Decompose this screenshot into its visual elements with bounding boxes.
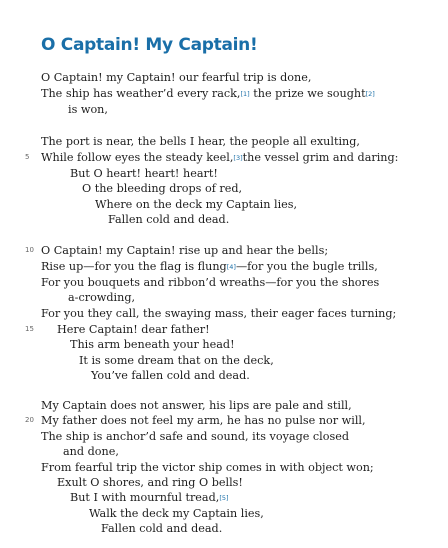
poem-line: The ship is anchor’d safe and sound, its voyage closed: [41, 430, 350, 443]
poem-line: Here Captain! dear father!: [57, 323, 210, 336]
line-number: 10: [25, 246, 34, 254]
footnote-link[interactable]: [3]: [233, 154, 243, 162]
poem-line: Walk the deck my Captain lies,: [89, 507, 264, 520]
poem-line: O the bleeding drops of red,: [82, 182, 243, 195]
line-number: 20: [25, 416, 34, 424]
footnote-link[interactable]: [5]: [219, 494, 229, 502]
poem-line: The ship has weather’d every rack,[1] the prize we sought[2]: [41, 87, 375, 100]
footnote-link[interactable]: [2]: [365, 90, 375, 98]
poem-line: This arm beneath your head!: [70, 338, 235, 351]
poem-line: My Captain does not answer, his lips are pale and still,: [41, 399, 352, 412]
poem-line: But I with mournful tread,[5]: [70, 491, 229, 504]
poem-line: and done,: [63, 445, 119, 458]
poem-line: Fallen cold and dead.: [101, 522, 223, 535]
poem-line: is won,: [68, 103, 108, 116]
poem-line: Where on the deck my Captain lies,: [95, 198, 298, 211]
poem-line: Rise up—for you the flag is flung[4]—for you the bugle trills,: [41, 260, 378, 273]
line-number: 5: [25, 153, 30, 161]
poem-title: O Captain! My Captain!: [41, 35, 258, 55]
poem-line: a-crowding,: [68, 291, 136, 304]
poem-line: It is some dream that on the deck,: [79, 354, 274, 367]
poem-line: For you bouquets and ribbon’d wreaths—for you the shores: [41, 276, 380, 289]
line-number: 15: [25, 325, 34, 333]
footnote-link[interactable]: [1]: [240, 90, 250, 98]
poem-line: O Captain! my Captain! rise up and hear the bells;: [41, 244, 329, 257]
footnote-link[interactable]: [4]: [226, 263, 236, 271]
poem-line: Fallen cold and dead.: [108, 213, 230, 226]
poem-line: You’ve fallen cold and dead.: [91, 369, 250, 382]
poem-line: But O heart! heart! heart!: [70, 167, 218, 180]
poem-line: While follow eyes the steady keel,[3]the vessel grim and daring:: [41, 151, 399, 164]
poem-line: The port is near, the bells I hear, the people all exulting,: [41, 135, 360, 148]
poem-line: O Captain! my Captain! our fearful trip is done,: [41, 71, 312, 84]
poem-line: For you they call, the swaying mass, their eager faces turning;: [41, 307, 397, 320]
poem-line: Exult O shores, and ring O bells!: [57, 476, 243, 489]
poem-line: My father does not feel my arm, he has no pulse nor will,: [41, 414, 366, 427]
poem-line: From fearful trip the victor ship comes in with object won;: [41, 461, 374, 474]
